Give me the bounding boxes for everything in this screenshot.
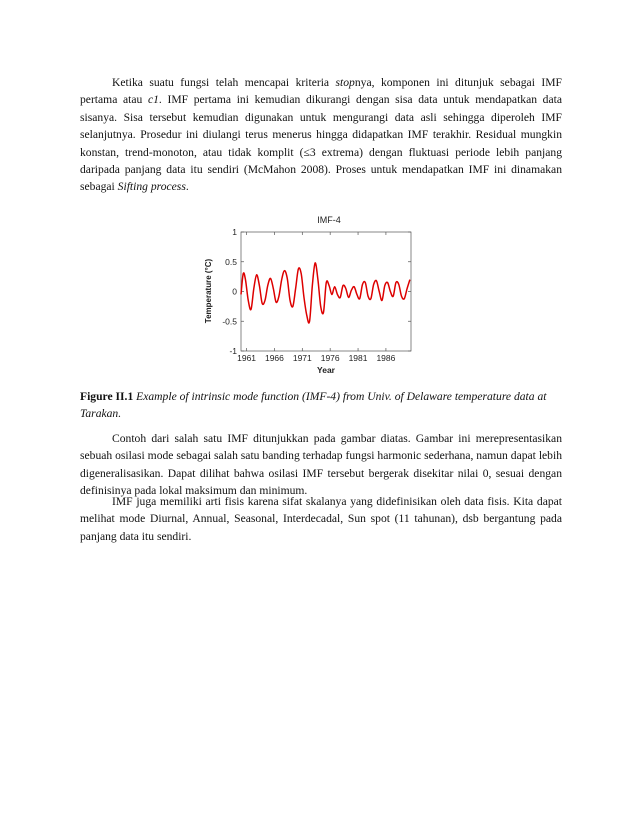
paragraph-physical-meaning xyxy=(80,493,562,545)
paragraph-sifting xyxy=(80,74,562,196)
imf-series-line xyxy=(241,263,410,323)
y-axis-ticks xyxy=(222,227,411,356)
p1-italic-sifting: Sifting process xyxy=(117,180,186,194)
caption-label: Figure II.1 xyxy=(80,390,134,403)
p1-text-1: Ketika suatu fungsi telah mencapai kriteria xyxy=(112,76,336,89)
x-tick-label: 1971 xyxy=(292,353,312,363)
p1-text-4: . xyxy=(185,180,189,194)
p1-text-3: . IMF pertama ini kemudian dikurangi dengan sisa data untuk mendapatkan data sisanya. Sisa tersebut kemudian digunakan untuk mengurangi data asli sehingga diperoleh IMF selanjutnya. Prosedur ini diulangi terus menerus hingga didapatkan IMF terakhir. Residual mungkin konstan, trend-monoton, atau tidak komplit (≤3 extrema) dengan fluktuasi periode lebih panjang daripada panjang data itu sendiri (McMahon 2008). Proses untuk mendapatkan IMF ini dinamakan sebagai xyxy=(80,93,562,194)
y-tick-label: 0.5 xyxy=(225,256,237,267)
caption-text: Example of intrinsic mode function (IMF-4) from Univ. of Delaware temperature data at Tarakan. xyxy=(80,390,547,421)
x-tick-label: 1961 xyxy=(237,353,257,363)
x-tick-label: 1981 xyxy=(348,353,368,363)
y-tick-label: 1 xyxy=(232,227,237,237)
y-tick-label: 0 xyxy=(232,286,237,297)
x-tick-label: 1966 xyxy=(264,353,284,363)
paragraph-example xyxy=(80,430,562,500)
p3-text: Contoh dari salah satu IMF ditunjukkan pada gambar diatas. Gambar ini merepresentasikan sebuah osilasi mode sebagai salah satu banding terhadap fungsi harmonic sederhana, namun dapat lebih digeneralisasikan. Dapat dilihat bahwa osilasi IMF tersebut bergerak disekitar nilai 0, sesuai dengan definisinya pada lokal maksimum dan minimum. xyxy=(80,432,562,498)
x-tick-label: 1976 xyxy=(320,353,340,363)
p1-italic-c1: c1 xyxy=(147,93,159,107)
imf-chart xyxy=(190,208,430,378)
y-tick-label: -1 xyxy=(229,346,237,356)
figure-caption xyxy=(80,388,562,423)
y-tick-label: -0.5 xyxy=(222,316,237,327)
x-tick-label: 1986 xyxy=(376,353,396,363)
p1-text-2: nya, komponen ini ditunjuk sebagai IMF pertama atau xyxy=(80,76,562,107)
p1-italic-stop: stop xyxy=(335,76,355,89)
chart-title: IMF-4 xyxy=(317,215,341,225)
p4-text: IMF juga memiliki arti fisis karena sifat skalanya yang didefinisikan oleh data fisis. Kita dapat melihat mode Diurnal, Annual, Seasonal, Interdecadal, Sun spot (11 tahunan), dsb bergantung pada panjang data itu sendiri. xyxy=(80,495,562,543)
y-axis-label: Temperature (°C) xyxy=(204,258,213,324)
x-axis-label: Year xyxy=(317,365,335,375)
